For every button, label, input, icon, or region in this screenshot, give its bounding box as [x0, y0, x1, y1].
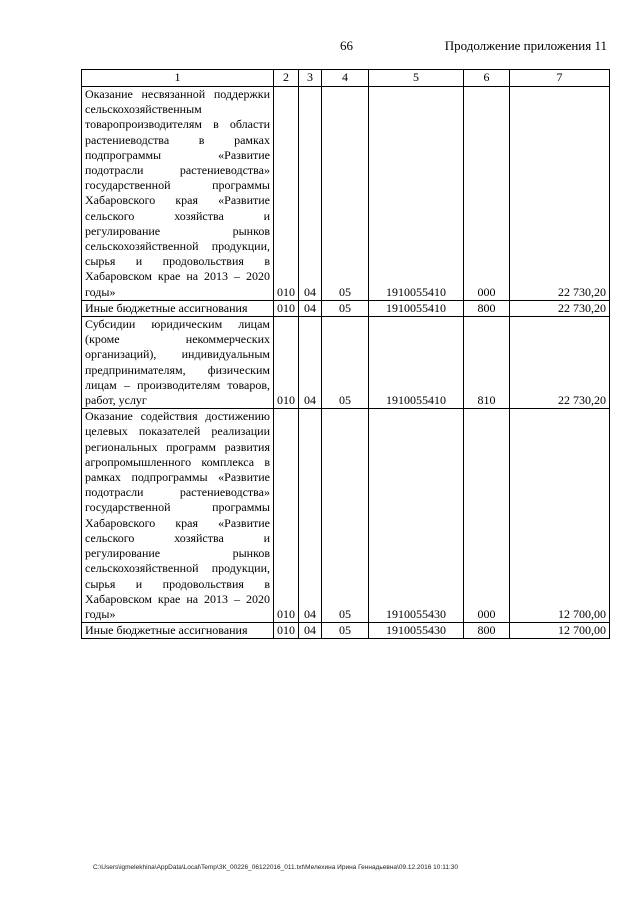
cell-section: 04	[299, 623, 322, 639]
row-name: Иные бюджетные ассигнования	[82, 623, 274, 639]
row-name: Оказание содействия достижению целевых показателей реализации региональных программ развития агропромышленного комплекса в рамках подпрограммы «Развитие подотрасли растениеводства» государственной программы Хабаровского края «Развитие сельского хозяйства и регулирование рынков сельскохозяйственной продукции, сырья и продовольствия в Хабаровском крае на 2013 – 2020 годы»	[82, 409, 274, 623]
column-header: 6	[464, 70, 510, 87]
cell-target-article: 1910055430	[369, 623, 464, 639]
cell-ministry-code: 010	[274, 300, 299, 316]
cell-expense-type: 800	[464, 623, 510, 639]
cell-amount: 22 730,20	[510, 300, 610, 316]
cell-ministry-code: 010	[274, 87, 299, 301]
cell-subsection: 05	[322, 317, 369, 409]
column-header: 5	[369, 70, 464, 87]
row-name: Субсидии юридическим лицам (кроме некоммерческих организаций), индивидуальным предпринимателям, физическим лицам – производителям товаров, работ, услуг	[82, 317, 274, 409]
cell-amount: 22 730,20	[510, 87, 610, 301]
cell-section: 04	[299, 300, 322, 316]
cell-target-article: 1910055430	[369, 409, 464, 623]
cell-expense-type: 000	[464, 87, 510, 301]
cell-ministry-code: 010	[274, 409, 299, 623]
column-header: 2	[274, 70, 299, 87]
page-number: 66	[340, 38, 353, 53]
table-row	[82, 409, 610, 623]
cell-section: 04	[299, 409, 322, 623]
cell-ministry-code: 010	[274, 623, 299, 639]
cell-section: 04	[299, 87, 322, 301]
continuation-label: Продолжение приложения 11	[444, 38, 607, 53]
cell-expense-type: 810	[464, 317, 510, 409]
table-row	[82, 300, 610, 316]
column-header-row	[82, 70, 610, 87]
cell-amount: 12 700,00	[510, 623, 610, 639]
cell-subsection: 05	[322, 409, 369, 623]
file-path-footer: C:\Users\igmelekhina\AppData\Local\Temp\ЗК_00226_06122016_011.txt\Мелехина Ирина Геннадьевна\09.12.2016 10:11:30	[93, 864, 458, 871]
cell-subsection: 05	[322, 300, 369, 316]
row-name: Оказание несвязанной поддержки сельскохозяйственным товаропроизводителям в области растениеводства в рамках подпрограммы «Развитие подотрасли растениеводства» государственной программы Хабаровского края «Развитие сельского хозяйства и регулирование рынков сельскохозяйственной продукции, сырья и продовольствия в Хабаровском крае на 2013 – 2020 годы»	[82, 87, 274, 301]
column-header: 1	[82, 70, 274, 87]
row-name: Иные бюджетные ассигнования	[82, 300, 274, 316]
table-row	[82, 87, 610, 301]
cell-subsection: 05	[322, 87, 369, 301]
cell-amount: 12 700,00	[510, 409, 610, 623]
column-header: 4	[322, 70, 369, 87]
cell-ministry-code: 010	[274, 317, 299, 409]
cell-expense-type: 000	[464, 409, 510, 623]
cell-subsection: 05	[322, 623, 369, 639]
cell-expense-type: 800	[464, 300, 510, 316]
cell-target-article: 1910055410	[369, 300, 464, 316]
cell-target-article: 1910055410	[369, 87, 464, 301]
budget-table	[81, 69, 610, 639]
cell-target-article: 1910055410	[369, 317, 464, 409]
column-header: 7	[510, 70, 610, 87]
table-row	[82, 623, 610, 639]
column-header: 3	[299, 70, 322, 87]
cell-section: 04	[299, 317, 322, 409]
cell-amount: 22 730,20	[510, 317, 610, 409]
table-row	[82, 317, 610, 409]
